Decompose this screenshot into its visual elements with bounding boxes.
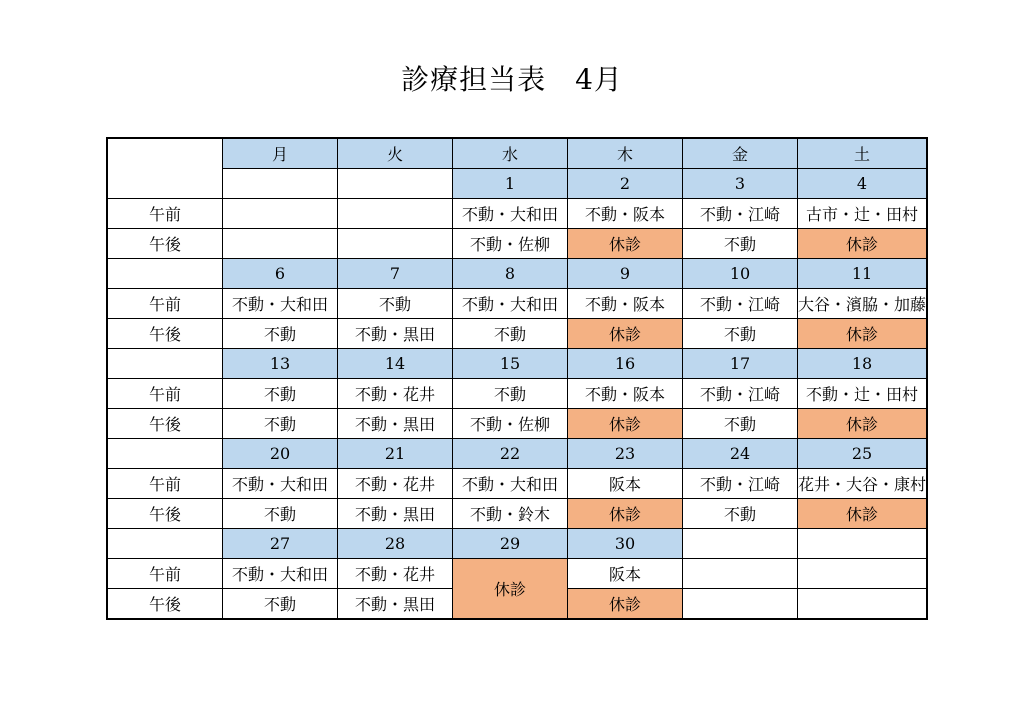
schedule-table — [106, 137, 928, 620]
schedule-cell: 不動・阪本 — [568, 379, 683, 409]
schedule-cell: 不動 — [683, 229, 798, 259]
date-row — [107, 169, 927, 199]
afternoon-label: 午後 — [107, 589, 223, 620]
afternoon-row — [107, 409, 927, 439]
date-cell: 18 — [798, 349, 928, 379]
morning-row — [107, 199, 927, 229]
schedule-cell: 不動・黒田 — [338, 409, 453, 439]
date-cell: 17 — [683, 349, 798, 379]
date-cell: 4 — [798, 169, 928, 199]
schedule-cell: 不動・阪本 — [568, 289, 683, 319]
afternoon-row — [107, 499, 927, 529]
afternoon-label: 午後 — [107, 409, 223, 439]
closed-cell: 休診 — [453, 559, 568, 620]
schedule-cell: 不動 — [453, 379, 568, 409]
closed-cell: 休診 — [568, 589, 683, 620]
corner-cell — [107, 138, 223, 199]
afternoon-row — [107, 319, 927, 349]
closed-cell: 休診 — [568, 499, 683, 529]
schedule-cell: 大谷・濱脇・加藤 — [798, 289, 928, 319]
schedule-cell: 不動・大和田 — [453, 289, 568, 319]
date-row-label — [107, 439, 223, 469]
schedule-cell: 不動・大和田 — [223, 289, 338, 319]
date-cell: 14 — [338, 349, 453, 379]
schedule-cell: 不動 — [223, 409, 338, 439]
weekday-header-row — [107, 138, 927, 169]
closed-cell: 休診 — [568, 409, 683, 439]
schedule-cell: 不動・黒田 — [338, 499, 453, 529]
date-cell: 3 — [683, 169, 798, 199]
schedule-cell: 不動・佐柳 — [453, 229, 568, 259]
schedule-cell — [338, 229, 453, 259]
schedule-cell: 不動・大和田 — [453, 469, 568, 499]
schedule-cell — [798, 589, 928, 620]
schedule-cell: 不動 — [683, 319, 798, 349]
schedule-cell — [223, 229, 338, 259]
schedule-cell: 不動・江崎 — [683, 199, 798, 229]
date-cell: 27 — [223, 529, 338, 559]
date-cell: 23 — [568, 439, 683, 469]
schedule-cell: 不動・黒田 — [338, 589, 453, 620]
schedule-cell — [338, 199, 453, 229]
schedule-cell: 不動・阪本 — [568, 199, 683, 229]
date-cell — [798, 529, 928, 559]
weekday-fri: 金 — [683, 138, 798, 169]
closed-cell: 休診 — [798, 319, 928, 349]
page-title: 診療担当表 4月 — [401, 63, 623, 96]
morning-row — [107, 289, 927, 319]
schedule-cell: 不動・江崎 — [683, 289, 798, 319]
schedule-cell: 不動 — [683, 409, 798, 439]
weekday-tue: 火 — [338, 138, 453, 169]
date-cell: 22 — [453, 439, 568, 469]
morning-row — [107, 559, 927, 589]
schedule-cell: 不動 — [683, 499, 798, 529]
date-cell: 6 — [223, 259, 338, 289]
date-cell: 9 — [568, 259, 683, 289]
date-cell: 10 — [683, 259, 798, 289]
schedule-cell: 不動・花井 — [338, 469, 453, 499]
afternoon-label: 午後 — [107, 229, 223, 259]
schedule-cell: 不動 — [223, 379, 338, 409]
schedule-cell: 不動 — [223, 319, 338, 349]
schedule-cell — [683, 589, 798, 620]
date-row — [107, 529, 927, 559]
date-cell: 24 — [683, 439, 798, 469]
weekday-thu: 木 — [568, 138, 683, 169]
schedule-cell: 不動 — [453, 319, 568, 349]
schedule-cell: 不動 — [223, 589, 338, 620]
date-cell: 28 — [338, 529, 453, 559]
schedule-cell: 不動・辻・田村 — [798, 379, 928, 409]
schedule-cell: 不動・花井 — [338, 379, 453, 409]
afternoon-label: 午後 — [107, 499, 223, 529]
date-row-label — [107, 259, 223, 289]
closed-cell: 休診 — [798, 499, 928, 529]
morning-label: 午前 — [107, 379, 223, 409]
closed-cell: 休診 — [798, 409, 928, 439]
date-cell: 21 — [338, 439, 453, 469]
schedule-cell: 不動・江崎 — [683, 379, 798, 409]
morning-label: 午前 — [107, 469, 223, 499]
schedule-cell: 不動 — [338, 289, 453, 319]
date-cell: 8 — [453, 259, 568, 289]
date-cell — [338, 169, 453, 199]
closed-cell: 休診 — [568, 319, 683, 349]
date-row — [107, 439, 927, 469]
schedule-cell: 不動・大和田 — [223, 559, 338, 589]
morning-row — [107, 379, 927, 409]
morning-row — [107, 469, 927, 499]
date-row — [107, 349, 927, 379]
date-cell: 7 — [338, 259, 453, 289]
date-row — [107, 259, 927, 289]
schedule-cell: 不動・黒田 — [338, 319, 453, 349]
morning-label: 午前 — [107, 559, 223, 589]
schedule-cell — [683, 559, 798, 589]
date-cell: 20 — [223, 439, 338, 469]
weekday-mon: 月 — [223, 138, 338, 169]
schedule-cell: 不動・花井 — [338, 559, 453, 589]
date-cell: 25 — [798, 439, 928, 469]
schedule-cell — [798, 559, 928, 589]
closed-cell: 休診 — [568, 229, 683, 259]
date-cell — [683, 529, 798, 559]
date-cell: 13 — [223, 349, 338, 379]
schedule-cell: 阪本 — [568, 559, 683, 589]
date-cell: 15 — [453, 349, 568, 379]
date-cell: 1 — [453, 169, 568, 199]
schedule-cell — [223, 199, 338, 229]
schedule-cell: 阪本 — [568, 469, 683, 499]
weekday-sat: 土 — [798, 138, 928, 169]
schedule-cell: 不動・大和田 — [453, 199, 568, 229]
date-cell: 30 — [568, 529, 683, 559]
morning-label: 午前 — [107, 199, 223, 229]
date-cell: 2 — [568, 169, 683, 199]
date-cell — [223, 169, 338, 199]
schedule-cell: 不動・大和田 — [223, 469, 338, 499]
afternoon-row — [107, 229, 927, 259]
schedule-cell: 古市・辻・田村 — [798, 199, 928, 229]
schedule-cell: 不動・鈴木 — [453, 499, 568, 529]
weekday-wed: 水 — [453, 138, 568, 169]
schedule-cell: 不動・佐柳 — [453, 409, 568, 439]
date-cell: 16 — [568, 349, 683, 379]
date-row-label — [107, 349, 223, 379]
schedule-cell: 不動・江崎 — [683, 469, 798, 499]
afternoon-label: 午後 — [107, 319, 223, 349]
schedule-cell: 不動 — [223, 499, 338, 529]
date-cell: 11 — [798, 259, 928, 289]
morning-label: 午前 — [107, 289, 223, 319]
date-cell: 29 — [453, 529, 568, 559]
date-row-label — [107, 529, 223, 559]
closed-cell: 休診 — [798, 229, 928, 259]
schedule-cell: 花井・大谷・康村 — [798, 469, 928, 499]
